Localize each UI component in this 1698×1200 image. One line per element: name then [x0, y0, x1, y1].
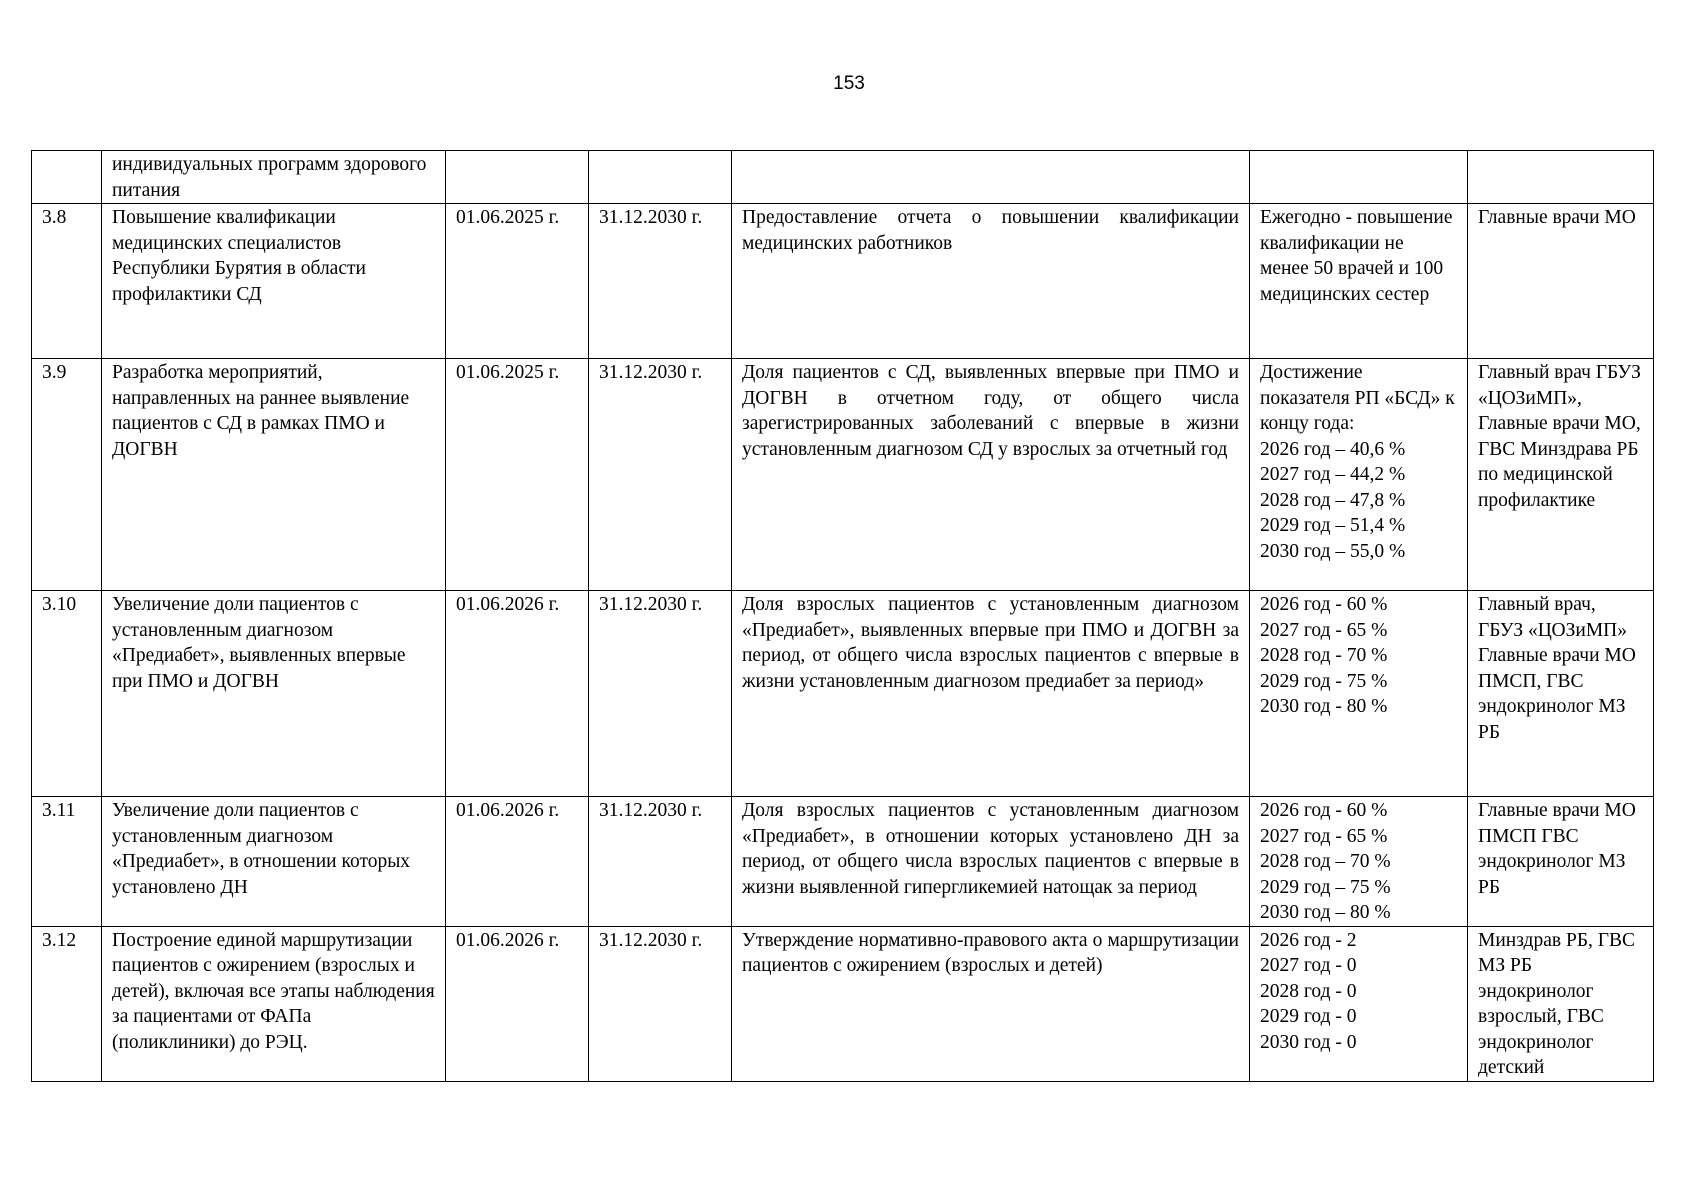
cell-responsible: Главный врач ГБУЗ «ЦОЗиМП», Главные врачи МО, ГВС Минздрава РБ по медицинской профилактике: [1468, 359, 1654, 591]
cell-activity-name: Разработка мероприятий, направленных на раннее выявление пациентов с СД в рамках ПМО и ДОГВН: [102, 359, 446, 591]
table-row: [32, 151, 1654, 204]
cell-end-date: 31.12.2030 г.: [589, 926, 732, 1081]
indicator-line: 2027 год – 44,2 %: [1260, 464, 1406, 485]
cell-start-date: 01.06.2026 г.: [446, 926, 589, 1081]
indicator-line: 2028 год - 70 %: [1260, 645, 1388, 666]
cell-result: Утверждение нормативно-правового акта о маршрутизации пациентов с ожирением (взрослых и детей): [732, 926, 1250, 1081]
indicator-line: 2027 год - 65 %: [1260, 825, 1388, 847]
indicator-line: 2028 год - 0: [1260, 980, 1357, 1002]
cell-result: Доля взрослых пациентов с установленным диагнозом «Предиабет», выявленных впервые при ПМО и ДОГВН за период, от общего числа взрослых пациентов с впервые в жизни установленным диагнозом предиабет за период»: [732, 591, 1250, 797]
cell-start-date: [446, 151, 589, 204]
indicator-line: 2026 год - 2: [1260, 929, 1357, 951]
indicator-line: 2029 год – 75 %: [1260, 876, 1391, 898]
cell-activity-name: индивидуальных программ здорового питания: [102, 151, 446, 204]
cell-responsible: [1468, 151, 1654, 204]
cell-number: 3.9: [32, 359, 102, 591]
indicator-line: 2029 год - 0: [1260, 1006, 1357, 1027]
cell-activity-name: Увеличение доли пациентов с установленным диагнозом «Предиабет», в отношении которых установлено ДН: [102, 797, 446, 927]
cell-activity-name: Увеличение доли пациентов с установленным диагнозом «Предиабет», выявленных впервые при ПМО и ДОГВН: [102, 591, 446, 797]
cell-indicator: [1250, 359, 1468, 591]
table-row: [32, 359, 1654, 591]
table-row: [32, 797, 1654, 927]
cell-number: [32, 151, 102, 204]
cell-result: Доля взрослых пациентов с установленным диагнозом «Предиабет», в отношении которых установлено ДН за период, от общего числа взрослых пациентов с впервые в жизни выявленной гипергликемией натощак за период: [732, 797, 1250, 927]
cell-responsible: Главные врачи МО: [1468, 204, 1654, 359]
indicator-line: 2030 год - 0: [1260, 1031, 1357, 1053]
cell-number: 3.8: [32, 204, 102, 359]
indicator-line: 2028 год – 70 %: [1260, 851, 1391, 872]
activities-table: [31, 150, 1654, 1082]
indicator-line: 2030 год – 55,0 %: [1260, 540, 1406, 562]
cell-indicator: [1250, 204, 1468, 359]
cell-activity-name: Повышение квалификации медицинских специалистов Республики Бурятия в области профилактики СД: [102, 204, 446, 359]
indicator-line: 2030 год – 80 %: [1260, 902, 1391, 923]
indicator-line: 2028 год – 47,8 %: [1260, 489, 1406, 511]
table-row: [32, 204, 1654, 359]
cell-start-date: 01.06.2025 г.: [446, 204, 589, 359]
cell-responsible: Минздрав РБ, ГВС МЗ РБ эндокринолог взрослый, ГВС эндокринолог детский: [1468, 926, 1654, 1081]
cell-number: 3.10: [32, 591, 102, 797]
cell-responsible: Главный врач, ГБУЗ «ЦОЗиМП» Главные врачи МО ПМСП, ГВС эндокринолог МЗ РБ: [1468, 591, 1654, 797]
cell-number: 3.12: [32, 926, 102, 1081]
cell-end-date: 31.12.2030 г.: [589, 591, 732, 797]
cell-responsible: Главные врачи МО ПМСП ГВС эндокринолог МЗ РБ: [1468, 797, 1654, 927]
cell-end-date: 31.12.2030 г.: [589, 359, 732, 591]
cell-indicator: [1250, 151, 1468, 204]
cell-end-date: 31.12.2030 г.: [589, 797, 732, 927]
cell-start-date: 01.06.2026 г.: [446, 591, 589, 797]
table-row: [32, 926, 1654, 1081]
cell-number: 3.11: [32, 797, 102, 927]
indicator-line: 2026 год - 60 %: [1260, 800, 1388, 821]
table-row: [32, 591, 1654, 797]
cell-result: Предоставление отчета о повышении квалификации медицинских работников: [732, 204, 1250, 359]
cell-indicator: [1250, 591, 1468, 797]
cell-start-date: 01.06.2025 г.: [446, 359, 589, 591]
cell-start-date: 01.06.2026 г.: [446, 797, 589, 927]
cell-activity-name: Построение единой маршрутизации пациентов с ожирением (взрослых и детей), включая все этапы наблюдения за пациентами от ФАПа (поликлиники) до РЭЦ.: [102, 926, 446, 1081]
indicator-line: Достижение показателя РП «БСД» к концу года:: [1260, 362, 1455, 434]
page-number: 153: [833, 73, 865, 94]
indicator-line: 2029 год – 51,4 %: [1260, 515, 1406, 536]
indicator-line: 2026 год - 60 %: [1260, 594, 1388, 615]
cell-indicator: [1250, 797, 1468, 927]
cell-result: [732, 151, 1250, 204]
cell-indicator: [1250, 926, 1468, 1081]
cell-end-date: 31.12.2030 г.: [589, 204, 732, 359]
indicator-line: 2030 год - 80 %: [1260, 696, 1388, 717]
indicator-line: 2027 год - 0: [1260, 955, 1357, 976]
indicator-line: Ежегодно - повышение квалификации не менее 50 врачей и 100 медицинских сестер: [1260, 207, 1453, 305]
indicator-line: 2029 год - 75 %: [1260, 670, 1388, 692]
cell-end-date: [589, 151, 732, 204]
indicator-line: 2027 год - 65 %: [1260, 619, 1388, 641]
cell-result: Доля пациентов с СД, выявленных впервые при ПМО и ДОГВН в отчетном году, от общего числа зарегистрированных заболеваний с впервые в жизни установленным диагнозом СД у взрослых за отчетный год: [732, 359, 1250, 591]
indicator-line: 2026 год – 40,6 %: [1260, 438, 1406, 460]
